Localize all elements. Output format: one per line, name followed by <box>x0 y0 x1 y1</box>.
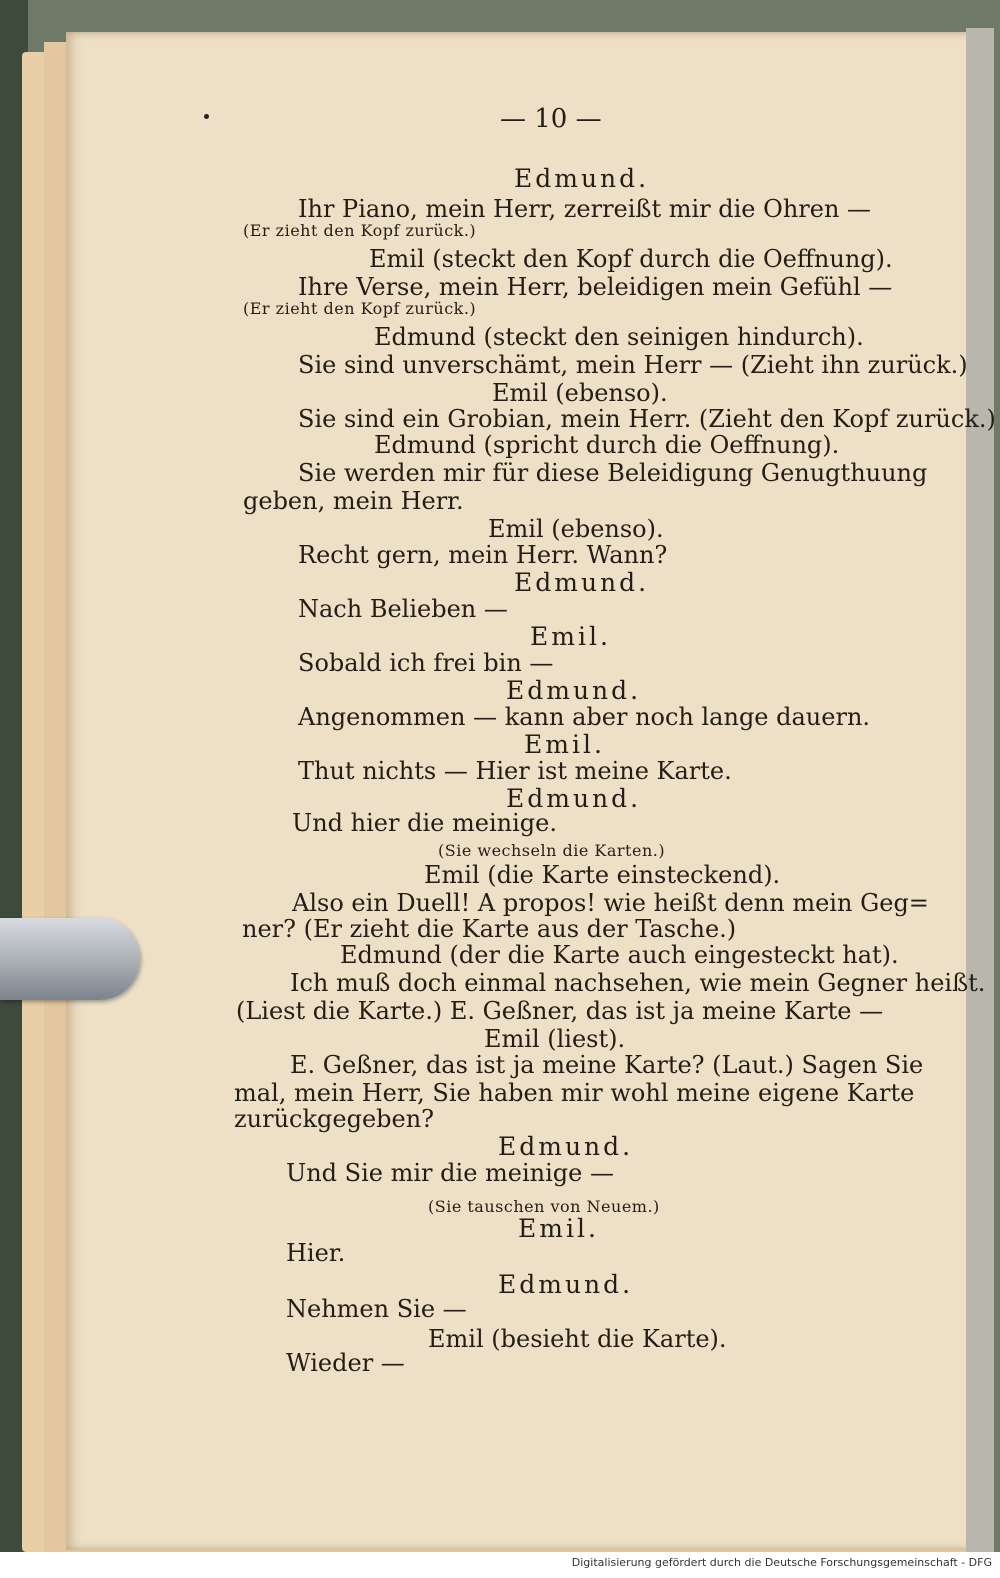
speaker-line: Emil (besieht die Karte). <box>428 1325 727 1353</box>
page-spine-edge <box>966 28 994 1563</box>
speaker-line: Edmund (der die Karte auch eingesteckt hat). <box>340 941 899 969</box>
dialogue-line: mal, mein Herr, Sie haben mir wohl meine eigene Karte <box>234 1079 915 1107</box>
page-number: — 10 — <box>500 104 602 134</box>
speaker-line: Emil. <box>518 1214 599 1243</box>
speaker-line: Emil. <box>524 730 605 759</box>
speaker-line: Emil (ebenso). <box>492 379 668 407</box>
ink-spot <box>204 114 209 119</box>
dialogue-line: Sie sind ein Grobian, mein Herr. (Zieht den Kopf zurück.) <box>298 405 996 433</box>
speaker-line: Edmund (spricht durch die Oeffnung). <box>374 431 840 459</box>
dialogue-line: Und hier die meinige. <box>292 809 557 837</box>
dialogue-line: Sie sind unverschämt, mein Herr — (Zieht ihn zurück.) <box>298 351 968 379</box>
speaker-line: Edmund. <box>506 784 642 813</box>
dialogue-line: (Liest die Karte.) E. Geßner, das ist ja meine Karte — <box>236 997 884 1025</box>
stage-direction: (Sie wechseln die Karten.) <box>438 841 666 860</box>
page-holder-clip <box>0 918 140 1000</box>
dialogue-line: Hier. <box>286 1239 346 1267</box>
dialogue-line: ner? (Er zieht die Karte aus der Tasche.) <box>242 915 737 943</box>
footer-credit: Digitalisierung gefördert durch die Deutsche Forschungsgemeinschaft - DFG <box>571 1556 992 1569</box>
speaker-line: Edmund. <box>506 676 642 705</box>
dialogue-line: Nehmen Sie — <box>286 1295 467 1323</box>
dialogue-line: Nach Belieben — <box>298 595 508 623</box>
speaker-line: Emil (ebenso). <box>488 515 664 543</box>
speaker-line: Edmund. <box>514 568 650 597</box>
speaker-line: Edmund. <box>498 1132 634 1161</box>
speaker-line: Edmund (steckt den seinigen hindurch). <box>374 323 864 351</box>
dialogue-line: geben, mein Herr. <box>243 487 464 515</box>
speaker-line: Emil (liest). <box>484 1025 626 1053</box>
dialogue-line: Angenommen — kann aber noch lange dauern. <box>298 703 871 731</box>
stage-direction: (Er zieht den Kopf zurück.) <box>243 299 477 318</box>
dialogue-line: Recht gern, mein Herr. Wann? <box>298 541 668 569</box>
stage-direction: (Sie tauschen von Neuem.) <box>428 1197 660 1216</box>
dialogue-line: Ihr Piano, mein Herr, zerreißt mir die Ohren — <box>298 195 872 223</box>
speaker-line: Edmund. <box>498 1270 634 1299</box>
dialogue-line: E. Geßner, das ist ja meine Karte? (Laut.) Sagen Sie <box>290 1051 924 1079</box>
speaker-line: Emil. <box>530 622 611 651</box>
dialogue-line: Also ein Duell! A propos! wie heißt denn mein Geg= <box>292 889 929 917</box>
dialogue-line: Thut nichts — Hier ist meine Karte. <box>298 757 732 785</box>
dialogue-line: Sie werden mir für diese Beleidigung Genugthuung <box>298 459 928 487</box>
speaker-line: Edmund. <box>514 164 650 193</box>
dialogue-line: Ich muß doch einmal nachsehen, wie mein Gegner heißt. <box>290 969 986 997</box>
dialogue-line: Ihre Verse, mein Herr, beleidigen mein Gefühl — <box>298 273 893 301</box>
dialogue-line: Sobald ich frei bin — <box>298 649 554 677</box>
dialogue-line: zurückgegeben? <box>234 1105 435 1133</box>
speaker-line: Emil (steckt den Kopf durch die Oeffnung). <box>369 245 893 273</box>
dialogue-line: Und Sie mir die meinige — <box>286 1159 614 1187</box>
speaker-line: Emil (die Karte einsteckend). <box>424 861 781 889</box>
dialogue-line: Wieder — <box>286 1349 405 1377</box>
stage-direction: (Er zieht den Kopf zurück.) <box>243 221 477 240</box>
